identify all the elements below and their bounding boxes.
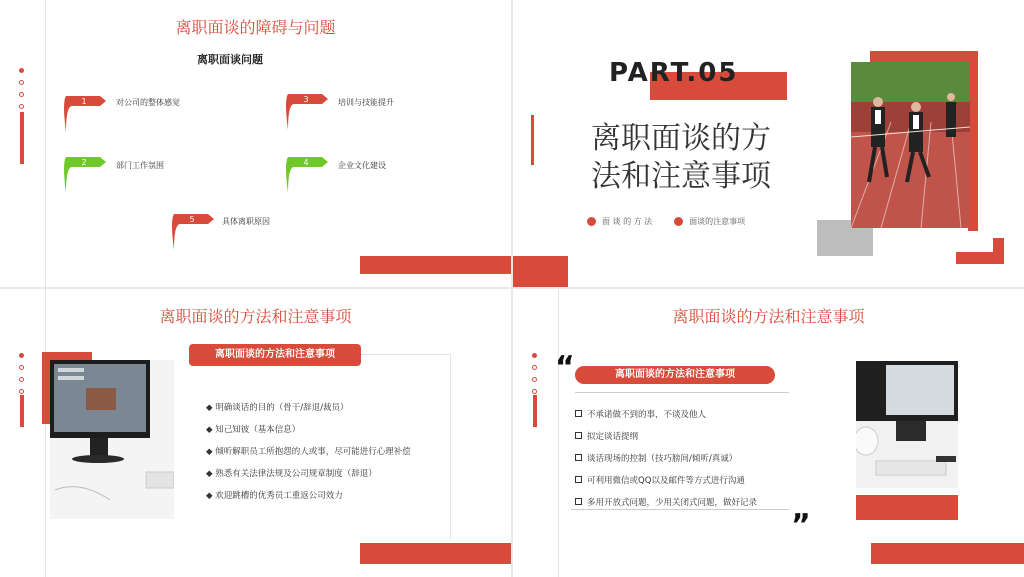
slide-dots	[19, 68, 24, 116]
section-heading	[591, 120, 771, 196]
divider-line	[558, 289, 559, 577]
accent-bar	[531, 115, 534, 165]
photo-accent	[856, 495, 958, 520]
list-item: 可利用微信或QQ以及邮件等方式进行沟通	[575, 474, 757, 486]
list-item: 拟定谈话提纲	[575, 430, 757, 442]
divider-line	[45, 0, 46, 287]
arrow-shape-icon	[62, 153, 108, 193]
divider-top	[575, 392, 789, 393]
accent-bar	[20, 395, 24, 427]
checkbox-icon	[575, 476, 582, 483]
list-item: ◆ 倾听解职员工所抱怨的人或事，尽可能进行心理补偿	[206, 447, 411, 457]
checkbox-icon	[575, 432, 582, 439]
item-label-1: 对公司的整体感觉	[116, 98, 180, 107]
section-pill: 离职面谈的方法和注意事项	[575, 366, 775, 384]
list-item: 不承诺做不到的事，不谈及他人	[575, 408, 757, 420]
open-quote-icon: “	[555, 350, 575, 385]
desk-monitor-photo	[50, 360, 174, 519]
runners-photo	[851, 62, 970, 228]
corner-cut	[956, 238, 993, 252]
arrow-item-5	[170, 210, 216, 254]
svg-text:5: 5	[189, 215, 195, 224]
tag-notes: 面谈的注意事项	[689, 217, 746, 226]
list-item: ◆ 熟悉有关法律法规及公司规章制度（辞退）	[206, 469, 377, 479]
slide-dots	[532, 353, 537, 401]
tags	[587, 216, 745, 227]
svg-text:4: 4	[303, 158, 309, 167]
accent-bar	[20, 112, 24, 164]
arrow-item-1	[62, 92, 108, 136]
arrow-item-2	[62, 153, 108, 197]
checkbox-icon	[575, 454, 582, 461]
checkbox-icon	[575, 498, 582, 505]
slide-title: 离职面谈的方法和注意事项	[672, 307, 865, 326]
list-item: 谈话现场的控制（技巧膀间/倾听/真诚）	[575, 452, 757, 464]
arrow-shape-icon	[170, 210, 216, 250]
footer-bar	[360, 256, 511, 274]
slide-methods-2[interactable]	[513, 289, 1024, 577]
svg-text:3: 3	[303, 95, 309, 104]
list-item: ◆ 明确谈话的目的（骨干/辞退/裁员）	[206, 403, 349, 413]
divider-line	[45, 289, 46, 577]
slide-part05-cover[interactable]	[513, 0, 1024, 287]
corner-bar	[513, 256, 568, 287]
item-label-3: 培训与技能提升	[338, 98, 394, 107]
bullet-icon	[674, 217, 683, 226]
tag-methods: 面 谈 的 方 法	[602, 217, 653, 226]
list-item: 多用开放式问题，少用关闭式问题，做好记录	[575, 496, 757, 508]
method-list	[206, 401, 411, 511]
svg-text:1: 1	[81, 97, 87, 106]
arrow-item-3	[284, 90, 330, 134]
heading-line-2: 法和注意事项	[591, 159, 771, 194]
section-pill: 离职面谈的方法和注意事项	[189, 344, 361, 366]
list-item: ◆ 知己知彼（基本信息）	[206, 425, 301, 435]
arrow-shape-icon	[62, 92, 108, 132]
footer-bar	[360, 543, 511, 564]
checkbox-icon	[575, 410, 582, 417]
item-label-5: 具体离职原因	[222, 217, 270, 226]
arrow-shape-icon	[284, 90, 330, 130]
method-list	[575, 408, 757, 518]
slide-obstacles[interactable]	[0, 0, 511, 287]
section-subtitle: 离职面谈问题	[197, 53, 263, 66]
monitor-desk-photo	[856, 361, 958, 488]
slide-title: 离职面谈的障碍与问题	[175, 18, 336, 37]
slide-title: 离职面谈的方法和注意事项	[159, 307, 352, 326]
item-label-2: 部门工作氛围	[116, 161, 164, 170]
heading-line-1: 离职面谈的方	[591, 121, 771, 156]
item-label-4: 企业文化建设	[338, 161, 386, 170]
footer-bar	[871, 543, 1024, 564]
slide-methods-1[interactable]	[0, 289, 511, 577]
frame-right	[450, 354, 451, 539]
arrow-shape-icon	[284, 153, 330, 193]
bullet-icon	[587, 217, 596, 226]
svg-text:2: 2	[81, 158, 87, 167]
accent-bar	[533, 395, 537, 427]
slide-dots	[19, 353, 24, 401]
list-item: ◆ 欢迎跳槽的优秀员工重返公司效力	[206, 491, 343, 501]
arrow-item-4	[284, 153, 330, 197]
part-number: PART.05	[609, 58, 739, 88]
divider-bottom	[571, 509, 789, 510]
close-quote-icon: ”	[791, 508, 811, 543]
